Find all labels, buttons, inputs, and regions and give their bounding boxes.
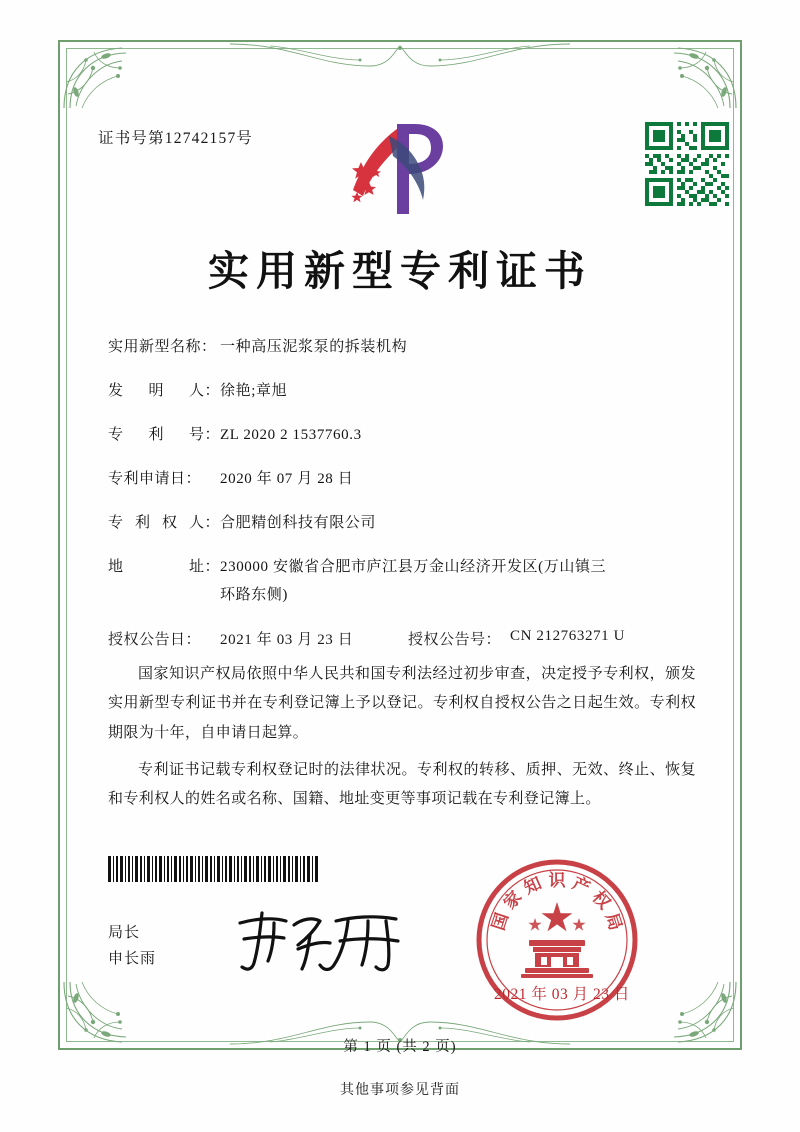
field-label-publication-date: 授权公告日： (108, 631, 202, 648)
handwritten-signature (228, 905, 418, 975)
edge-ornament-top (230, 40, 570, 80)
field-label-patentee-char-1: 专 (108, 515, 124, 531)
svg-text:局: 局 (601, 910, 626, 933)
publication-number-group (408, 628, 708, 649)
field-row-patentee (108, 512, 708, 535)
field-label-inventor-char-1: 发 (108, 383, 124, 399)
certificate-fields (108, 336, 708, 655)
legal-paragraph-2: 专利证书记载专利权登记时的法律状况。专利权的转移、质押、无效、终止、恢复和专利权人的姓名或名称、国籍、地址变更等事项记载在专利登记簿上。 (108, 761, 696, 807)
certificate-number: 证书号第12742157号 (98, 130, 254, 147)
field-value-address-line-2: 环路东侧) (220, 586, 288, 603)
director-name: 申长雨 (108, 951, 157, 968)
field-label-application-date: 专利申请日： (108, 471, 202, 487)
field-label-patentee-char-3: 权 (161, 515, 178, 531)
field-row-address (108, 556, 708, 606)
field-label-inventor-char-2: 明 (148, 383, 164, 399)
field-label-patentee (108, 512, 220, 535)
director-title-label: 局长 (108, 925, 141, 941)
cnipa-logo-icon (345, 118, 455, 223)
field-label-patent-number-char-2: 利 (148, 427, 164, 443)
field-label-publication-number: 授权公告号： (408, 631, 502, 648)
field-value-patentee: 合肥精创科技有限公司 (220, 515, 377, 531)
field-label-utility-model-name: 实用新型名称： (108, 339, 217, 355)
field-label-patentee-char-4: 人： (188, 515, 220, 531)
field-row-inventor (108, 380, 708, 403)
field-label-address-char-1: 地 (108, 559, 124, 575)
field-label-patentee-char-2: 利 (134, 515, 151, 531)
legal-text-block (108, 660, 696, 822)
field-label-patent-number (108, 424, 220, 447)
field-value-inventor: 徐艳;章旭 (220, 383, 288, 399)
field-value-address-line-1: 230000 安徽省合肥市庐江县万金山经济开发区(万山镇三 (220, 559, 607, 575)
field-label-patent-number-char-1: 专 (108, 427, 124, 443)
svg-text:权: 权 (588, 887, 614, 913)
page-title: 实用新型专利证书 (208, 248, 592, 294)
signature-block (108, 920, 156, 973)
svg-text:识: 识 (548, 871, 566, 890)
field-label-inventor-char-3: 人： (188, 383, 220, 399)
field-label-inventor (108, 380, 220, 403)
field-label-patent-number-char-3: 号： (188, 427, 220, 443)
field-value-utility-model-name: 一种高压泥浆泵的拆装机构 (220, 339, 408, 355)
seal-date: 2021 年 03 月 23 日 (494, 986, 630, 1003)
footnote: 其他事项参见背面 (340, 1083, 460, 1098)
svg-text:国: 国 (488, 910, 513, 933)
field-row-patent-number (108, 424, 708, 447)
field-value-address (220, 556, 708, 606)
legal-paragraph-1: 国家知识产权局依照中华人民共和国专利法经过初步审查，决定授予专利权，颁发实用新型专利证书并在专利登记簿上予以登记。专利权自授权公告之日起生效。专利权期限为十年，自申请日起算。 (108, 666, 696, 741)
page-number: 第 1 页 (共 2 页) (343, 1039, 457, 1055)
field-label-address (108, 556, 220, 579)
field-row-utility-model-name (108, 336, 708, 359)
qr-code-icon (645, 122, 729, 206)
svg-text:知: 知 (521, 873, 545, 898)
svg-text:家: 家 (500, 887, 526, 913)
field-value-publication-number: CN 212763271 U (510, 627, 626, 644)
field-row-publication (108, 628, 708, 649)
field-value-application-date: 2020 年 07 月 28 日 (220, 471, 354, 487)
field-value-patent-number: ZL 2020 2 1537760.3 (220, 427, 362, 443)
svg-text:产: 产 (569, 873, 593, 898)
barcode-icon (108, 856, 320, 882)
field-value-publication-date: 2021 年 03 月 23 日 (220, 631, 354, 648)
field-label-address-char-2: 址： (188, 559, 220, 575)
field-row-application-date (108, 468, 708, 491)
publication-date-group (108, 628, 408, 649)
